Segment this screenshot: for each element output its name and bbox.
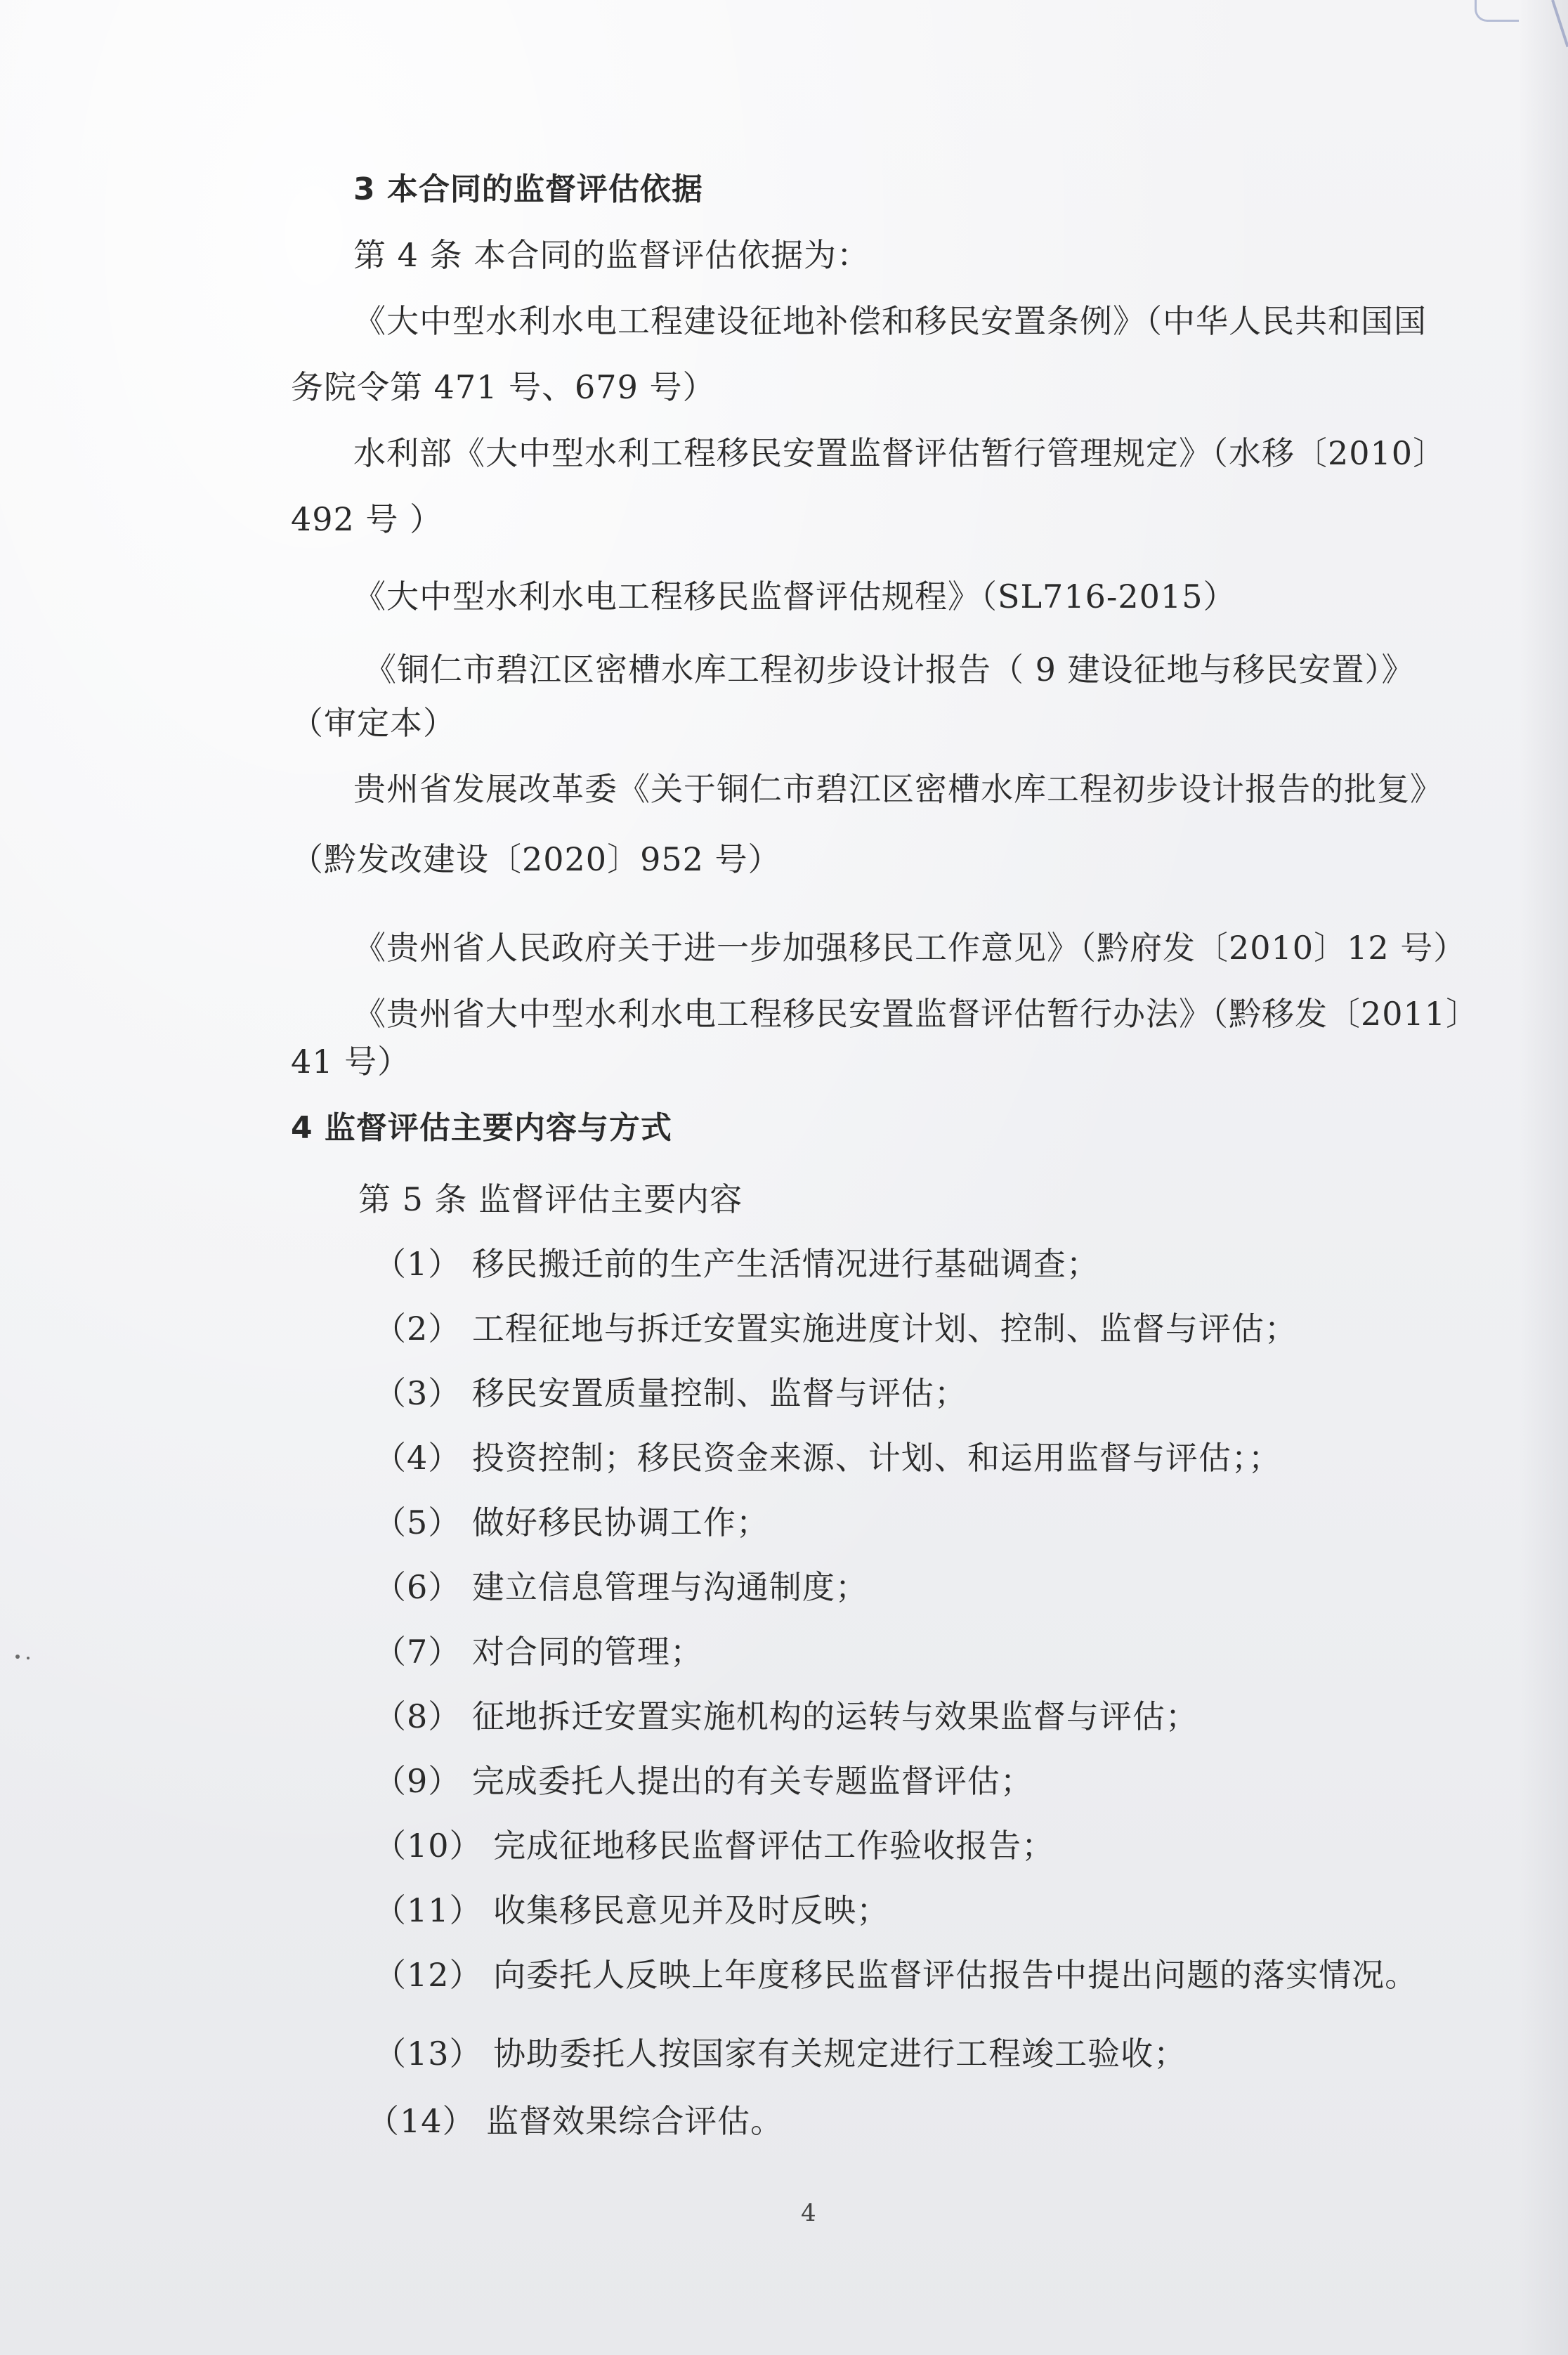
page-number: 4 [801,2199,816,2227]
article-4-heading: 第 4 条 本合同的监督评估依据为： [353,236,870,274]
content-item: （1） 移民搬迁前的生产生活情况进行基础调查； [374,1245,1099,1283]
section-4-title: 4 监督评估主要内容与方式 [291,1110,672,1146]
content-item: （6） 建立信息管理与沟通制度； [374,1568,868,1606]
content-item: （5） 做好移民协调工作； [374,1503,769,1541]
content-item: （14） 监督效果综合评估。 [367,2102,784,2140]
basis-line: 《贵州省人民政府关于进一步加强移民工作意见》（黔府发〔2010〕12 号） [353,929,1467,967]
content-item: （3） 移民安置质量控制、监督与评估； [374,1374,967,1412]
content-item: （10） 完成征地移民监督评估工作验收报告； [374,1827,1055,1865]
paper-speck [15,1655,20,1659]
content-item: （13） 协助委托人按国家有关规定进行工程竣工验收； [374,2035,1187,2073]
article-5-heading: 第 5 条 监督评估主要内容 [358,1180,743,1218]
basis-line: 《大中型水利水电工程移民监督评估规程》（SL716-2015） [353,578,1236,615]
basis-line: 41 号） [291,1043,411,1081]
section-3-title: 3 本合同的监督评估依据 [353,171,703,207]
page-edge-shadow [1519,0,1568,2355]
paper-speck [27,1657,30,1659]
content-item: （7） 对合同的管理； [374,1633,703,1671]
content-item: （12） 向委托人反映上年度移民监督评估报告中提出问题的落实情况。 [374,1956,1418,1994]
basis-line: 务院令第 471 号、679 号） [291,368,716,406]
content-item: （11） 收集移民意见并及时反映； [374,1891,890,1929]
basis-line: 贵州省发展改革委《关于铜仁市碧江区密槽水库工程初步设计报告的批复》 [353,770,1443,808]
content-item: （2） 工程征地与拆迁安置实施进度计划、控制、监督与评估； [374,1310,1298,1348]
basis-line: 《大中型水利水电工程建设征地补偿和移民安置条例》（中华人民共和国国 [353,302,1427,340]
basis-line: 水利部《大中型水利工程移民安置监督评估暂行管理规定》（水移〔2010〕 [353,434,1446,472]
corner-pen-mark [1475,0,1519,22]
basis-line: （黔发改建设〔2020〕952 号） [291,840,781,878]
content-item: （9） 完成委托人提出的有关专题监督评估； [374,1762,1033,1800]
content-item: （8） 征地拆迁安置实施机构的运转与效果监督与评估； [374,1697,1198,1735]
basis-line: 492 号 ） [291,500,443,538]
basis-line: 《贵州省大中型水利水电工程移民安置监督评估暂行办法》（黔移发〔2011〕 [353,995,1479,1033]
content-item: （4） 投资控制；移民资金来源、计划、和运用监督与评估；； [374,1439,1281,1477]
basis-line: （审定本） [291,704,456,742]
basis-line: 《铜仁市碧江区密槽水库工程初步设计报告（ 9 建设征地与移民安置）》 [364,651,1415,689]
